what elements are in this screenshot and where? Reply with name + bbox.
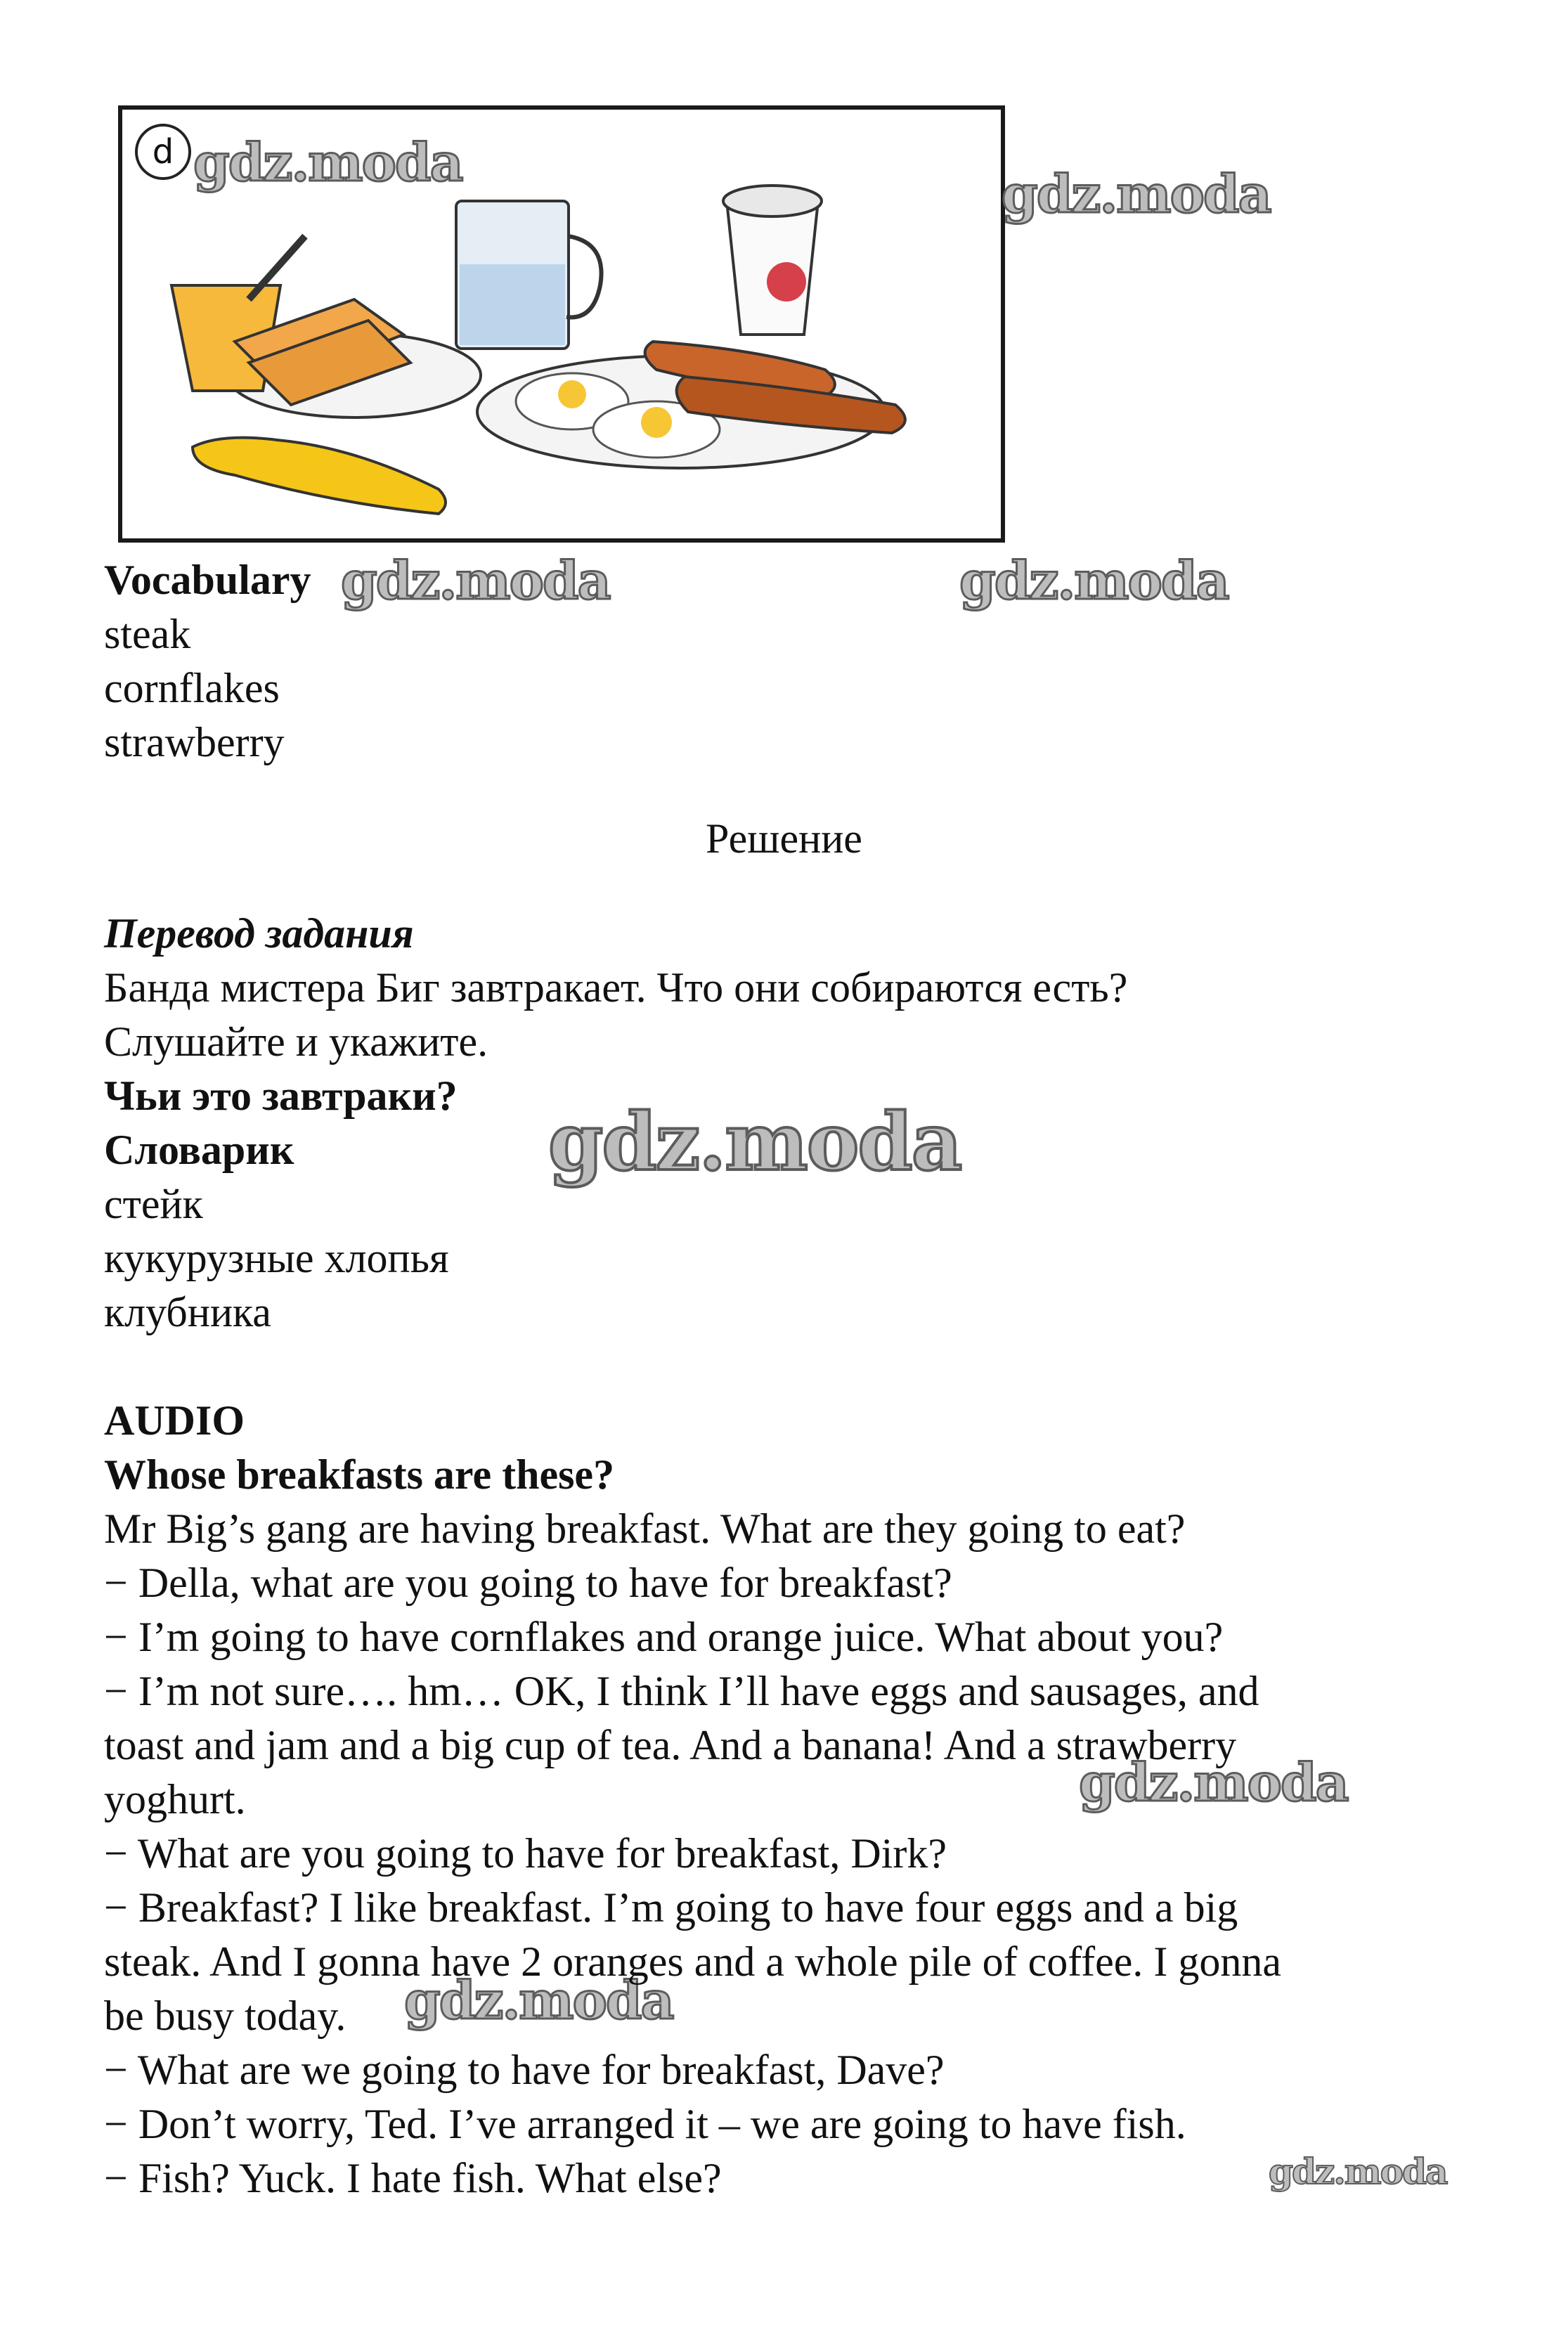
vocabulary-heading: Vocabulary	[104, 557, 311, 603]
audio-line: yoghurt.	[104, 1776, 246, 1822]
audio-title: Whose breakfasts are these?	[104, 1451, 615, 1498]
translation-line: Банда мистера Биг завтракает. Что они собираются есть?	[104, 964, 1128, 1011]
watermark: gdz.moda	[959, 551, 1229, 611]
dictionary-heading: Словарик	[104, 1127, 294, 1173]
illustration-label: d	[152, 132, 174, 171]
watermark: gdz.moda	[1002, 164, 1271, 225]
vocabulary-word: steak	[104, 611, 191, 657]
yoghurt-lid	[723, 186, 822, 216]
watermark: gdz.moda	[341, 551, 610, 611]
yoghurt-cup	[727, 201, 818, 335]
audio-line: be busy today.	[104, 1993, 346, 2039]
mug-handle	[566, 236, 602, 317]
audio-line: − What are we going to have for breakfast, Dave?	[104, 2047, 945, 2093]
audio-line: toast and jam and a big cup of tea. And a banana! And a strawberry	[104, 1722, 1237, 1768]
audio-line: steak. And I gonna have 2 oranges and a whole pile of coffee. I gonna	[104, 1938, 1281, 1985]
audio-line: − Don’t worry, Ted. I’ve arranged it – we are going to have fish.	[104, 2101, 1186, 2147]
watermark: gdz.moda	[1269, 2151, 1447, 2192]
translation-line: Слушайте и укажите.	[104, 1018, 488, 1065]
tea	[460, 264, 565, 345]
egg-yolk	[641, 407, 672, 438]
dictionary-word: стейк	[104, 1181, 203, 1227]
egg-yolk	[558, 380, 586, 408]
dictionary-word: кукурузные хлопья	[104, 1235, 449, 1281]
vocabulary-word: cornflakes	[104, 665, 280, 711]
translation-heading: Перевод задания	[104, 910, 414, 957]
dictionary-word: клубника	[104, 1289, 271, 1335]
audio-line: − Fish? Yuck. I hate fish. What else?	[104, 2155, 722, 2201]
strawberry-icon	[767, 262, 806, 302]
watermark: gdz.moda	[548, 1096, 961, 1189]
audio-line: − Della, what are you going to have for breakfast?	[104, 1560, 952, 1606]
solution-heading: Решение	[706, 815, 862, 862]
translation-subheading: Чьи это завтраки?	[104, 1073, 458, 1119]
audio-line: Mr Big’s gang are having breakfast. What are they going to eat?	[104, 1505, 1186, 1552]
audio-heading: AUDIO	[104, 1397, 245, 1444]
audio-line: − I’m going to have cornflakes and orange juice. What about you?	[104, 1614, 1224, 1660]
watermark: gdz.moda	[193, 133, 462, 193]
watermark: gdz.moda	[1079, 1753, 1348, 1813]
watermark: gdz.moda	[404, 1971, 673, 2031]
vocabulary-word: strawberry	[104, 719, 285, 765]
audio-line: − Breakfast? I like breakfast. I’m going to have four eggs and a big	[104, 1884, 1238, 1931]
audio-line: − What are you going to have for breakfast, Dirk?	[104, 1830, 947, 1877]
banana	[193, 438, 446, 514]
audio-line: − I’m not sure…. hm… OK, I think I’ll have eggs and sausages, and	[104, 1668, 1259, 1714]
